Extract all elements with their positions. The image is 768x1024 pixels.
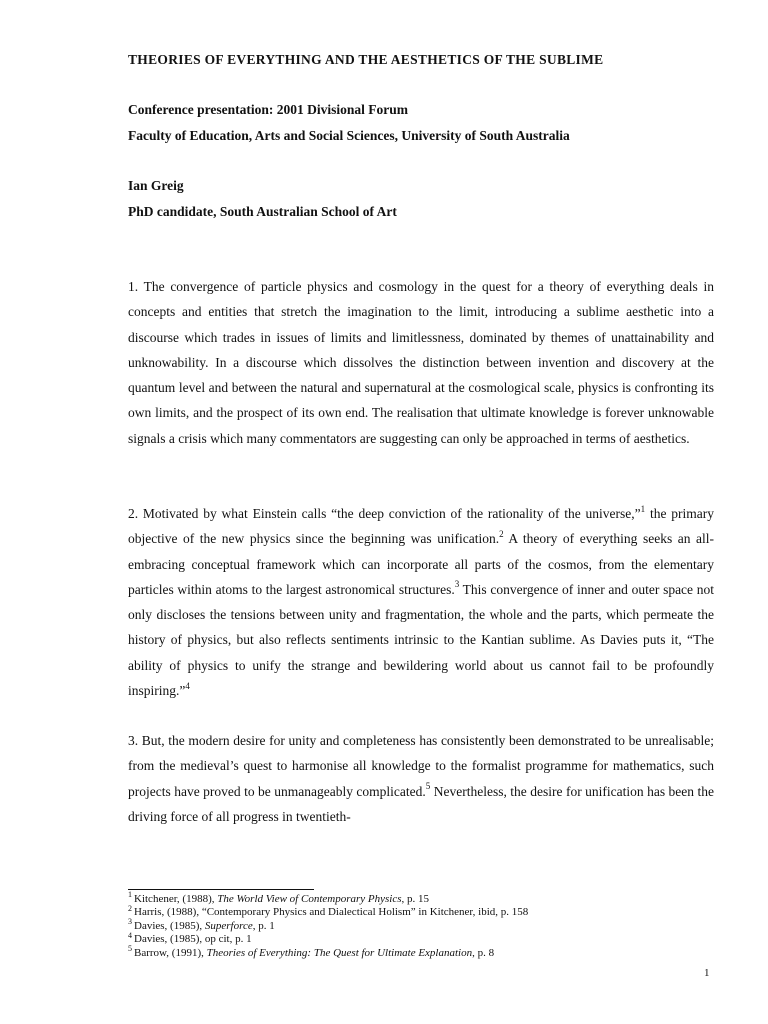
footnote-text: , p. 8 xyxy=(472,946,495,959)
footnote-text: Kitchener, (1988), xyxy=(134,893,218,905)
footnote-item xyxy=(128,903,714,919)
footnote-number: 3 xyxy=(128,917,132,927)
footnote-number: 5 xyxy=(128,943,132,953)
paragraph-2-text: 2. Motivated by what Einstein calls “the deep conviction of the rationality of the universe,” xyxy=(128,506,641,521)
paragraph-1 xyxy=(128,274,714,451)
footnote-title: Theories of Everything: The Quest for Ultimate Explanation xyxy=(206,946,473,959)
footnote-number: 1 xyxy=(128,890,132,900)
footnote-ref-3[interactable]: 3 xyxy=(454,579,460,590)
footnote-text: , p. 1 xyxy=(252,919,275,932)
paragraph-2-text: This convergence of inner and outer space not only discloses the tensions between unity and fragmentation, the whole and the parts, which permeate the history of physics, but also reflects sentiments intrinsic to the Kantian sublime. As Davies puts it, “The ability of physics to unify the strange and bewildering world about us cannot fail to be profoundly inspiring.” xyxy=(128,581,714,699)
footnote-text: Davies, (1985), op cit, p. 1 xyxy=(134,933,252,946)
footnote-text: Barrow, (1991), xyxy=(134,946,207,959)
paragraph-2 xyxy=(128,501,714,703)
footnote-ref-4[interactable]: 4 xyxy=(185,680,190,691)
footnote-item xyxy=(128,943,714,960)
conference-line: Conference presentation: 2001 Divisional Forum xyxy=(128,102,408,117)
footnote-ref-5[interactable]: 5 xyxy=(425,781,431,792)
footnote-title: The World View of Contemporary Physics xyxy=(217,893,402,905)
footnote-text: Davies, (1985), xyxy=(134,919,205,932)
footnote-ref-2[interactable]: 2 xyxy=(499,528,504,539)
paragraph-3 xyxy=(128,728,714,829)
paragraph-3-text: Nevertheless, the desire for unification has been the driving force of all progress in twentieth- xyxy=(128,783,714,824)
footnote-text: Harris, (1988), “Contemporary Physics and Dialectical Holism” in Kitchener, ibid, p. 158 xyxy=(134,906,529,919)
paragraph-2-text: A theory of everything seeks an all-embracing conceptual framework which can incorporate all parts of the cosmos, from the elementary particles within atoms to the largest astronomical structures. xyxy=(128,531,714,597)
footnotes xyxy=(128,890,714,960)
footnote-divider xyxy=(128,889,314,890)
paragraph-1-text: 1. The convergence of particle physics and cosmology in the quest for a theory of everything deals in concepts and entities that stretch the imagination to the limit, introducing a sublime aesthetic into a discourse which trades in issues of limits and limitlessness, dominated by themes of unattainability and unknowability. In a discourse which dissolves the distinction between invention and discovery at the quantum level and between the natural and supernatural at the cosmological scale, physics is confronting its own limits, and the prospect of its own end. The realisation that ultimate knowledge is forever unknowable signals a crisis which many commentators are suggesting can only be approached in terms of aesthetics. xyxy=(128,279,714,446)
footnote-title: Superforce xyxy=(204,919,253,932)
footnote-number: 4 xyxy=(128,930,132,940)
author-name: Ian Greig xyxy=(128,178,184,193)
footnote-ref-1[interactable]: 1 xyxy=(640,503,646,514)
paragraph-3-text: 3. But, the modern desire for unity and completeness has consistently been demonstrated to be unrealisable; from the medieval’s quest to harmonise all knowledge to the formalist programme for mathematics, such projects have proved to be unmanageably complicated. xyxy=(128,733,714,799)
page-number: 1 xyxy=(704,967,710,979)
footnote-text: , p. 15 xyxy=(401,893,430,905)
paragraph-2-text: the primary objective of the new physics since the beginning was unification. xyxy=(128,506,714,547)
footnote-item xyxy=(128,917,714,933)
footnote-number: 2 xyxy=(128,903,132,913)
footnote-item xyxy=(128,890,714,906)
author-affiliation: PhD candidate, South Australian School of Art xyxy=(128,204,397,219)
faculty-line: Faculty of Education, Arts and Social Sciences, University of South Australia xyxy=(128,128,570,143)
footnote-item xyxy=(128,930,714,946)
paper-title: THEORIES OF EVERYTHING AND THE AESTHETICS OF THE SUBLIME xyxy=(128,52,604,67)
